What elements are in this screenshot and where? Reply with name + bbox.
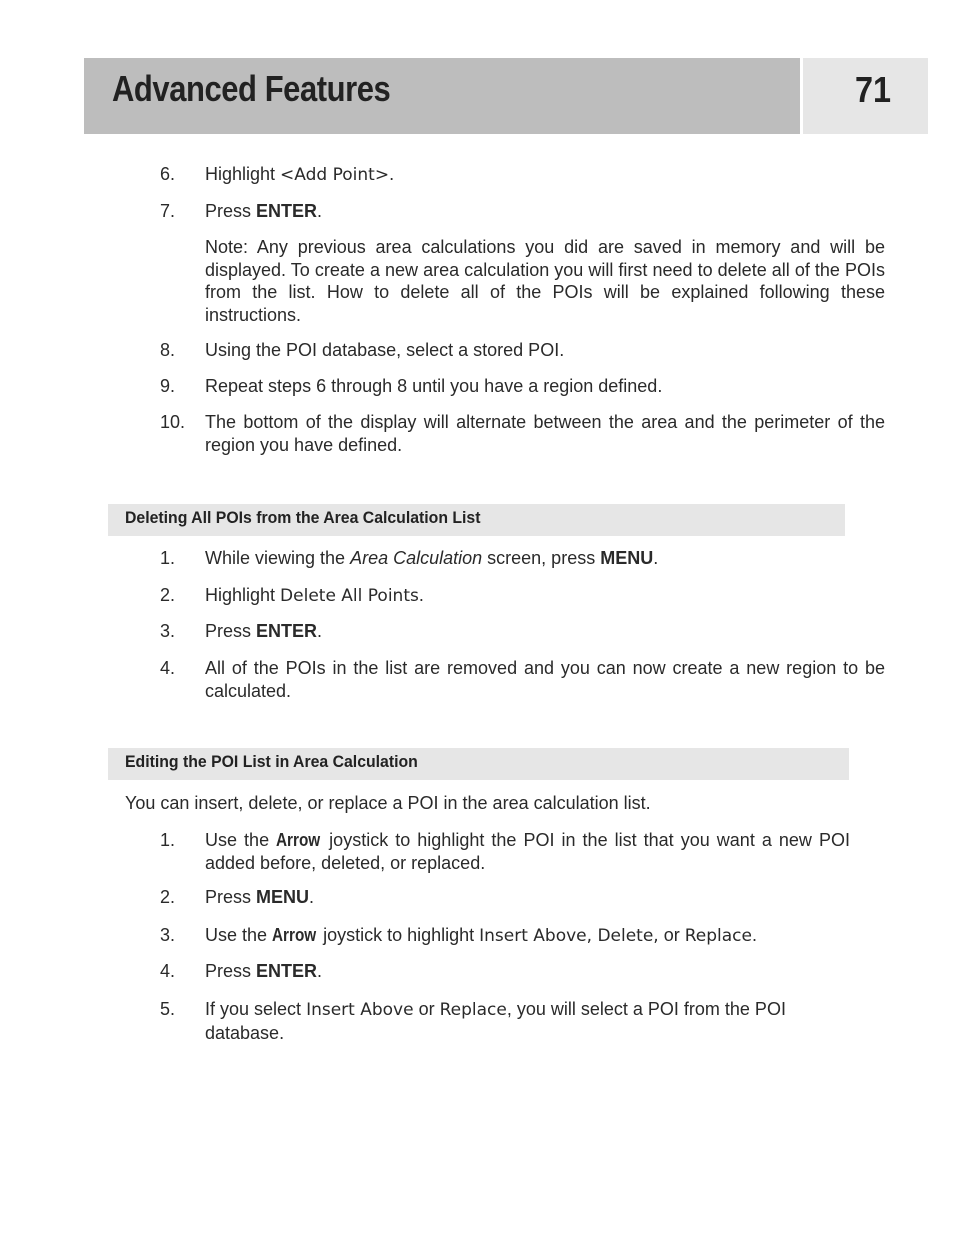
step-number: 2. [160,585,176,605]
screen-name: Area Calculation [350,548,483,568]
step-text: Highlight <Add Point>. [205,164,395,185]
step-number: 9. [160,376,176,396]
step-text: Press ENTER. [205,961,323,981]
step-number: 10. [160,412,186,432]
step-text: Press ENTER. [205,201,323,221]
step-number: 3. [160,621,176,641]
step-text: Repeat steps 6 through 8 until you have a region defined. [205,376,663,396]
section-heading-bar [108,504,845,536]
key-label: ENTER [256,621,318,641]
ui-label: Insert Above [306,1000,414,1020]
page-number: 71 [855,69,892,110]
arrow-label: Arrow [272,925,317,945]
arrow-label: Arrow [276,830,321,850]
key-label: ENTER [256,201,318,221]
step-text: The bottom of the display will alternate between the area and the perimeter of the region you have defined. [205,412,885,455]
note-paragraph: Note: Any previous area calculations you did are saved in memory and will be displayed. To create a new area calculation you will first need to delete all of the POIs from the list. How to delete all of the POIs will be explained following these instructions. [205,237,885,325]
step-number: 1. [160,548,176,568]
step-number: 4. [160,961,176,981]
step-number: 4. [160,658,176,678]
step-text: If you select Insert Above or Replace, you will select a POI from the POI database. [205,999,786,1043]
step-text: Use the Arrow joystick to highlight Insert Above, Delete, or Replace. [205,925,757,946]
section-title: Editing the POI List in Area Calculation [125,752,418,771]
page-number-box [803,58,928,134]
step-text: Use the Arrow joystick to highlight the POI in the list that you want a new POI added before, deleted, or replaced. [205,830,850,873]
ui-label: Replace [684,926,752,946]
step-text: All of the POIs in the list are removed and you can now create a new region to be calculated. [205,658,885,701]
step-number: 3. [160,925,176,945]
step-number: 7. [160,201,176,221]
section-title: Deleting All POIs from the Area Calculation List [125,508,481,527]
step-number: 2. [160,887,176,907]
header-bar [84,58,800,134]
ui-label: Delete All Points [280,586,419,606]
step-number: 6. [160,164,176,184]
step-number: 1. [160,830,176,850]
intro-paragraph: You can insert, delete, or replace a POI in the area calculation list. [125,793,651,813]
step-text: Using the POI database, select a stored POI. [205,340,565,360]
ui-label: <Add Point> [280,165,390,185]
key-label: MENU [600,548,654,568]
page-title: Advanced Features [112,68,391,109]
ui-label: Insert Above, Delete, [479,926,659,946]
step-text: While viewing the Area Calculation screen, press MENU. [205,548,659,568]
step-text: Press MENU. [205,887,315,907]
section-heading-bar [108,748,849,780]
key-label: ENTER [256,961,318,981]
step-number: 8. [160,340,176,360]
ui-label: Replace [439,1000,507,1020]
step-text: Highlight Delete All Points. [205,585,424,606]
key-label: MENU [256,887,310,907]
step-number: 5. [160,999,176,1019]
step-text: Press ENTER. [205,621,323,641]
